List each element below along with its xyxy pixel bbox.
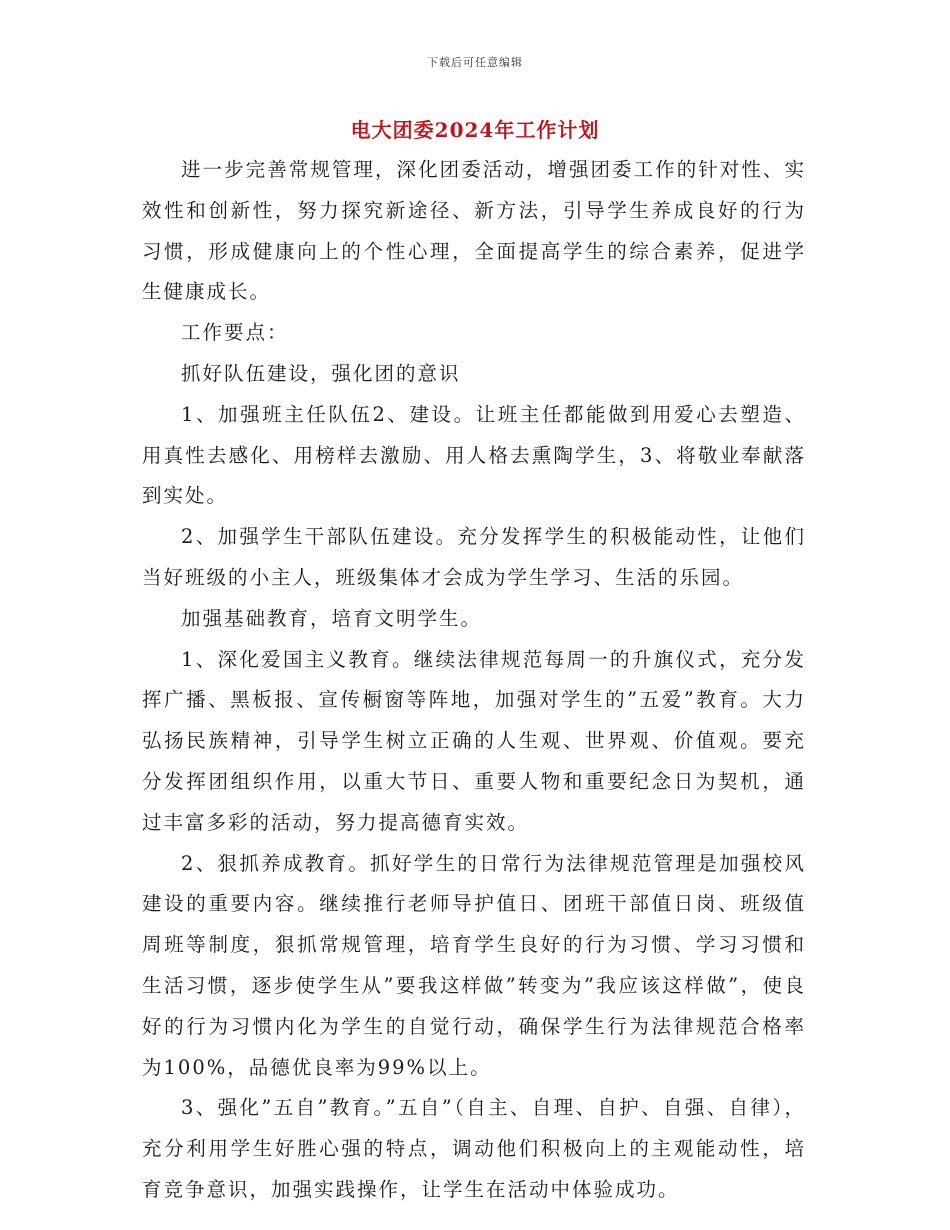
paragraph-item: 1、加强班主任队伍2、建设。让班主任都能做到用爱心去塑造、用真性去感化、用榜样去激励、用人格去熏陶学生，3、将敬业奉献落到实处。 xyxy=(142,402,806,508)
section-heading-team-building: 抓好队伍建设，强化团的意识 xyxy=(181,361,461,385)
paragraph-item: 1、深化爱国主义教育。继续法律规范每周一的升旗仪式，充分发挥广播、黑板报、宣传橱窗等阵地，加强对学生的”五爱”教育。大力弘扬民族精神，引导学生树立正确的人生观、世界观、价值观。要充分发挥团组织作用，以重大节日、重要人物和重要纪念日为契机，通过丰富多彩的活动，努力提高德育实效。 xyxy=(142,647,806,834)
paragraph-intro: 进一步完善常规管理，深化团委活动，增强团委工作的针对性、实效性和创新性，努力探究新途径、新方法，引导学生养成良好的行为习惯，形成健康向上的个性心理，全面提高学生的综合素养，促进学生健康成长。 xyxy=(142,158,806,304)
section-heading-basic-education: 加强基础教育，培育文明学生。 xyxy=(181,606,483,630)
document-body xyxy=(142,150,806,1211)
header-note: 下载后可任意编辑 xyxy=(427,56,523,69)
paragraph-item: 3、强化”五自”教育。”五自”（自主、自理、自护、自强、自律），充分利用学生好胜心强的特点，调动他们积极向上的主观能动性，培育竞争意识，加强实践操作，让学生在活动中体验成功。 xyxy=(142,1096,806,1201)
paragraph-item: 2、狠抓养成教育。抓好学生的日常行为法律规范管理是加强校风建设的重要内容。继续推行老师导护值日、团班干部值日岗、班级值周班等制度，狠抓常规管理，培育学生良好的行为习惯、学习习惯和生活习惯，逐步使学生从”要我这样做”转变为”我应该这样做”，使良好的行为习惯内化为学生的自觉行动，确保学生行为法律规范合格率为100%，品德优良率为99%以上。 xyxy=(142,851,806,1079)
document-title: 电大团委2024年工作计划 xyxy=(350,118,600,142)
paragraph-key-points: 工作要点： xyxy=(181,321,289,345)
paragraph-item: 2、加强学生干部队伍建设。充分发挥学生的积极能动性，让他们当好班级的小主人，班级集体才会成为学生学习、生活的乐园。 xyxy=(142,525,806,589)
